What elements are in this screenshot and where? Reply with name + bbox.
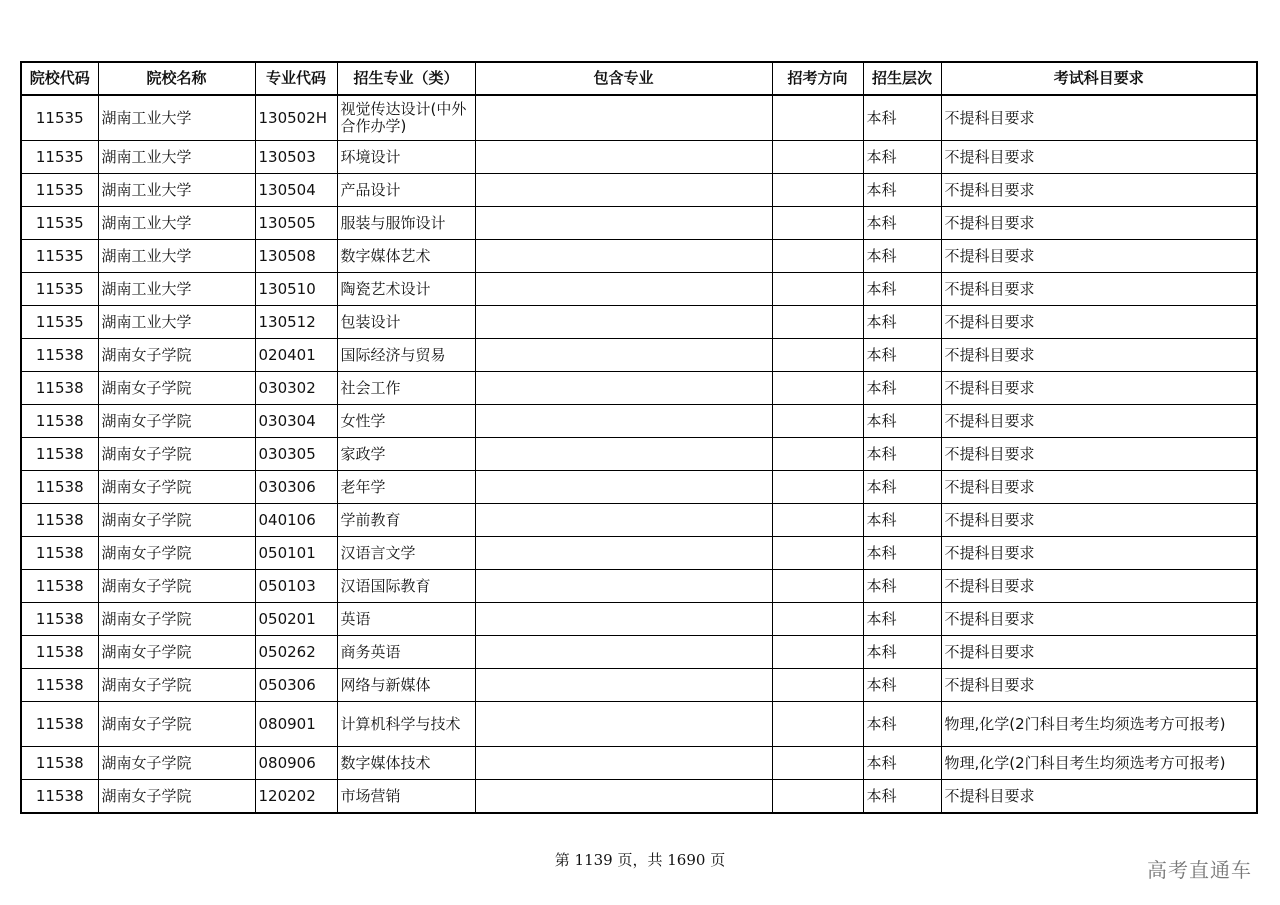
- cell-school-code: 11535: [21, 240, 98, 273]
- cell-school-name: 湖南工业大学: [98, 273, 255, 306]
- table-row: [21, 747, 1257, 780]
- cell-level: 本科: [863, 438, 941, 471]
- cell-included-majors: [475, 372, 772, 405]
- cell-direction: [772, 504, 863, 537]
- cell-school-code: 11538: [21, 438, 98, 471]
- cell-level: 本科: [863, 780, 941, 814]
- cell-school-code: 11538: [21, 780, 98, 814]
- cell-level: 本科: [863, 306, 941, 339]
- cell-major-code: 130503: [255, 141, 337, 174]
- cell-level: 本科: [863, 207, 941, 240]
- cell-direction: [772, 537, 863, 570]
- table-row: [21, 240, 1257, 273]
- cell-major: 英语: [337, 603, 475, 636]
- cell-major: 陶瓷艺术设计: [337, 273, 475, 306]
- cell-major-code: 080901: [255, 702, 337, 747]
- cell-major-code: 130508: [255, 240, 337, 273]
- cell-included-majors: [475, 405, 772, 438]
- cell-subject-requirement: 物理,化学(2门科目考生均须选考方可报考): [941, 702, 1257, 747]
- cell-included-majors: [475, 207, 772, 240]
- cell-subject-requirement: 不提科目要求: [941, 570, 1257, 603]
- cell-major-code: 050262: [255, 636, 337, 669]
- cell-direction: [772, 174, 863, 207]
- cell-major: 女性学: [337, 405, 475, 438]
- cell-level: 本科: [863, 240, 941, 273]
- table-row: [21, 438, 1257, 471]
- cell-level: 本科: [863, 669, 941, 702]
- table-row: [21, 405, 1257, 438]
- cell-major: 商务英语: [337, 636, 475, 669]
- cell-major-code: 030305: [255, 438, 337, 471]
- cell-major-code: 050201: [255, 603, 337, 636]
- cell-major: 学前教育: [337, 504, 475, 537]
- table-row: [21, 372, 1257, 405]
- cell-school-code: 11535: [21, 174, 98, 207]
- cell-level: 本科: [863, 702, 941, 747]
- cell-major-code: 050101: [255, 537, 337, 570]
- table-row: [21, 537, 1257, 570]
- cell-school-code: 11538: [21, 747, 98, 780]
- table-row: [21, 603, 1257, 636]
- cell-direction: [772, 438, 863, 471]
- cell-direction: [772, 570, 863, 603]
- cell-subject-requirement: 物理,化学(2门科目考生均须选考方可报考): [941, 747, 1257, 780]
- cell-school-code: 11538: [21, 603, 98, 636]
- cell-school-name: 湖南工业大学: [98, 240, 255, 273]
- table-row: [21, 669, 1257, 702]
- cell-school-name: 湖南工业大学: [98, 207, 255, 240]
- cell-included-majors: [475, 240, 772, 273]
- cell-level: 本科: [863, 537, 941, 570]
- cell-direction: [772, 306, 863, 339]
- cell-subject-requirement: 不提科目要求: [941, 537, 1257, 570]
- header-school-code: 院校代码: [21, 62, 98, 95]
- table-row: [21, 207, 1257, 240]
- header-level: 招生层次: [863, 62, 941, 95]
- cell-included-majors: [475, 174, 772, 207]
- page-number: 第 1139 页，共 1690 页: [554, 851, 726, 869]
- cell-school-name: 湖南女子学院: [98, 570, 255, 603]
- header-included-majors: 包含专业: [475, 62, 772, 95]
- cell-school-name: 湖南女子学院: [98, 603, 255, 636]
- cell-subject-requirement: 不提科目要求: [941, 339, 1257, 372]
- table-row: [21, 780, 1257, 814]
- cell-direction: [772, 240, 863, 273]
- cell-school-code: 11538: [21, 471, 98, 504]
- cell-level: 本科: [863, 504, 941, 537]
- cell-included-majors: [475, 95, 772, 141]
- cell-subject-requirement: 不提科目要求: [941, 405, 1257, 438]
- cell-included-majors: [475, 747, 772, 780]
- cell-major: 服装与服饰设计: [337, 207, 475, 240]
- cell-direction: [772, 471, 863, 504]
- cell-school-code: 11535: [21, 141, 98, 174]
- cell-subject-requirement: 不提科目要求: [941, 471, 1257, 504]
- cell-subject-requirement: 不提科目要求: [941, 669, 1257, 702]
- cell-level: 本科: [863, 570, 941, 603]
- cell-major: 网络与新媒体: [337, 669, 475, 702]
- cell-major: 家政学: [337, 438, 475, 471]
- cell-school-name: 湖南女子学院: [98, 405, 255, 438]
- cell-school-name: 湖南女子学院: [98, 669, 255, 702]
- admissions-table: [20, 61, 1258, 814]
- cell-direction: [772, 141, 863, 174]
- cell-level: 本科: [863, 372, 941, 405]
- cell-included-majors: [475, 504, 772, 537]
- cell-major-code: 050103: [255, 570, 337, 603]
- cell-major-code: 030306: [255, 471, 337, 504]
- cell-included-majors: [475, 537, 772, 570]
- cell-subject-requirement: 不提科目要求: [941, 603, 1257, 636]
- cell-direction: [772, 372, 863, 405]
- header-subject-requirement: 考试科目要求: [941, 62, 1257, 95]
- cell-major-code: 030302: [255, 372, 337, 405]
- cell-school-name: 湖南工业大学: [98, 95, 255, 141]
- cell-included-majors: [475, 636, 772, 669]
- cell-included-majors: [475, 669, 772, 702]
- cell-school-name: 湖南工业大学: [98, 141, 255, 174]
- cell-major: 汉语言文学: [337, 537, 475, 570]
- cell-major-code: 130502H: [255, 95, 337, 141]
- cell-subject-requirement: 不提科目要求: [941, 504, 1257, 537]
- table-body: [21, 95, 1257, 813]
- cell-subject-requirement: 不提科目要求: [941, 95, 1257, 141]
- cell-major: 社会工作: [337, 372, 475, 405]
- cell-major-code: 130512: [255, 306, 337, 339]
- cell-subject-requirement: 不提科目要求: [941, 273, 1257, 306]
- cell-subject-requirement: 不提科目要求: [941, 174, 1257, 207]
- cell-included-majors: [475, 702, 772, 747]
- cell-direction: [772, 636, 863, 669]
- cell-school-name: 湖南女子学院: [98, 438, 255, 471]
- cell-major: 环境设计: [337, 141, 475, 174]
- table-row: [21, 570, 1257, 603]
- table-row: [21, 339, 1257, 372]
- cell-major-code: 050306: [255, 669, 337, 702]
- header-direction: 招考方向: [772, 62, 863, 95]
- cell-included-majors: [475, 570, 772, 603]
- table-row: [21, 95, 1257, 141]
- table-row: [21, 273, 1257, 306]
- cell-school-name: 湖南女子学院: [98, 747, 255, 780]
- cell-level: 本科: [863, 603, 941, 636]
- table-row: [21, 471, 1257, 504]
- table-row: [21, 141, 1257, 174]
- cell-major-code: 020401: [255, 339, 337, 372]
- cell-level: 本科: [863, 273, 941, 306]
- cell-major: 数字媒体艺术: [337, 240, 475, 273]
- cell-school-code: 11535: [21, 95, 98, 141]
- table-header-row: [21, 62, 1257, 95]
- cell-direction: [772, 669, 863, 702]
- table-row: [21, 702, 1257, 747]
- cell-major: 汉语国际教育: [337, 570, 475, 603]
- cell-major: 计算机科学与技术: [337, 702, 475, 747]
- cell-school-code: 11535: [21, 273, 98, 306]
- cell-school-code: 11535: [21, 207, 98, 240]
- cell-level: 本科: [863, 405, 941, 438]
- cell-direction: [772, 702, 863, 747]
- cell-school-code: 11538: [21, 537, 98, 570]
- cell-included-majors: [475, 339, 772, 372]
- cell-included-majors: [475, 141, 772, 174]
- cell-direction: [772, 405, 863, 438]
- cell-major: 产品设计: [337, 174, 475, 207]
- cell-major-code: 120202: [255, 780, 337, 814]
- cell-school-code: 11538: [21, 372, 98, 405]
- table-row: [21, 174, 1257, 207]
- cell-direction: [772, 339, 863, 372]
- table-row: [21, 504, 1257, 537]
- cell-major: 市场营销: [337, 780, 475, 814]
- cell-direction: [772, 207, 863, 240]
- cell-included-majors: [475, 471, 772, 504]
- header-major: 招生专业（类）: [337, 62, 475, 95]
- cell-level: 本科: [863, 174, 941, 207]
- header-major-code: 专业代码: [255, 62, 337, 95]
- cell-school-name: 湖南女子学院: [98, 537, 255, 570]
- cell-school-code: 11538: [21, 405, 98, 438]
- table-row: [21, 306, 1257, 339]
- cell-subject-requirement: 不提科目要求: [941, 780, 1257, 814]
- cell-direction: [772, 747, 863, 780]
- cell-major: 数字媒体技术: [337, 747, 475, 780]
- cell-included-majors: [475, 603, 772, 636]
- cell-included-majors: [475, 273, 772, 306]
- cell-major-code: 130504: [255, 174, 337, 207]
- cell-major-code: 040106: [255, 504, 337, 537]
- cell-major: 国际经济与贸易: [337, 339, 475, 372]
- cell-subject-requirement: 不提科目要求: [941, 372, 1257, 405]
- cell-major-code: 080906: [255, 747, 337, 780]
- cell-level: 本科: [863, 636, 941, 669]
- cell-level: 本科: [863, 747, 941, 780]
- cell-included-majors: [475, 780, 772, 814]
- cell-level: 本科: [863, 339, 941, 372]
- cell-school-name: 湖南女子学院: [98, 339, 255, 372]
- cell-direction: [772, 95, 863, 141]
- cell-school-code: 11538: [21, 669, 98, 702]
- cell-direction: [772, 780, 863, 814]
- cell-school-code: 11538: [21, 570, 98, 603]
- cell-subject-requirement: 不提科目要求: [941, 240, 1257, 273]
- cell-school-name: 湖南女子学院: [98, 636, 255, 669]
- cell-major: 视觉传达设计(中外合作办学): [337, 95, 475, 141]
- cell-school-code: 11538: [21, 504, 98, 537]
- cell-level: 本科: [863, 471, 941, 504]
- cell-subject-requirement: 不提科目要求: [941, 141, 1257, 174]
- cell-level: 本科: [863, 141, 941, 174]
- cell-school-name: 湖南工业大学: [98, 306, 255, 339]
- cell-direction: [772, 603, 863, 636]
- watermark-text: 高考直通车: [1147, 858, 1252, 882]
- cell-major-code: 030304: [255, 405, 337, 438]
- cell-major: 老年学: [337, 471, 475, 504]
- cell-school-name: 湖南女子学院: [98, 780, 255, 814]
- cell-school-code: 11538: [21, 702, 98, 747]
- cell-included-majors: [475, 306, 772, 339]
- cell-subject-requirement: 不提科目要求: [941, 636, 1257, 669]
- cell-level: 本科: [863, 95, 941, 141]
- cell-subject-requirement: 不提科目要求: [941, 306, 1257, 339]
- cell-school-name: 湖南女子学院: [98, 702, 255, 747]
- cell-school-code: 11535: [21, 306, 98, 339]
- cell-school-code: 11538: [21, 636, 98, 669]
- cell-major: 包装设计: [337, 306, 475, 339]
- header-school-name: 院校名称: [98, 62, 255, 95]
- cell-school-name: 湖南女子学院: [98, 471, 255, 504]
- cell-subject-requirement: 不提科目要求: [941, 438, 1257, 471]
- cell-included-majors: [475, 438, 772, 471]
- cell-school-name: 湖南女子学院: [98, 372, 255, 405]
- cell-school-name: 湖南工业大学: [98, 174, 255, 207]
- cell-major-code: 130510: [255, 273, 337, 306]
- cell-direction: [772, 273, 863, 306]
- cell-major-code: 130505: [255, 207, 337, 240]
- cell-school-code: 11538: [21, 339, 98, 372]
- cell-school-name: 湖南女子学院: [98, 504, 255, 537]
- table-row: [21, 636, 1257, 669]
- cell-subject-requirement: 不提科目要求: [941, 207, 1257, 240]
